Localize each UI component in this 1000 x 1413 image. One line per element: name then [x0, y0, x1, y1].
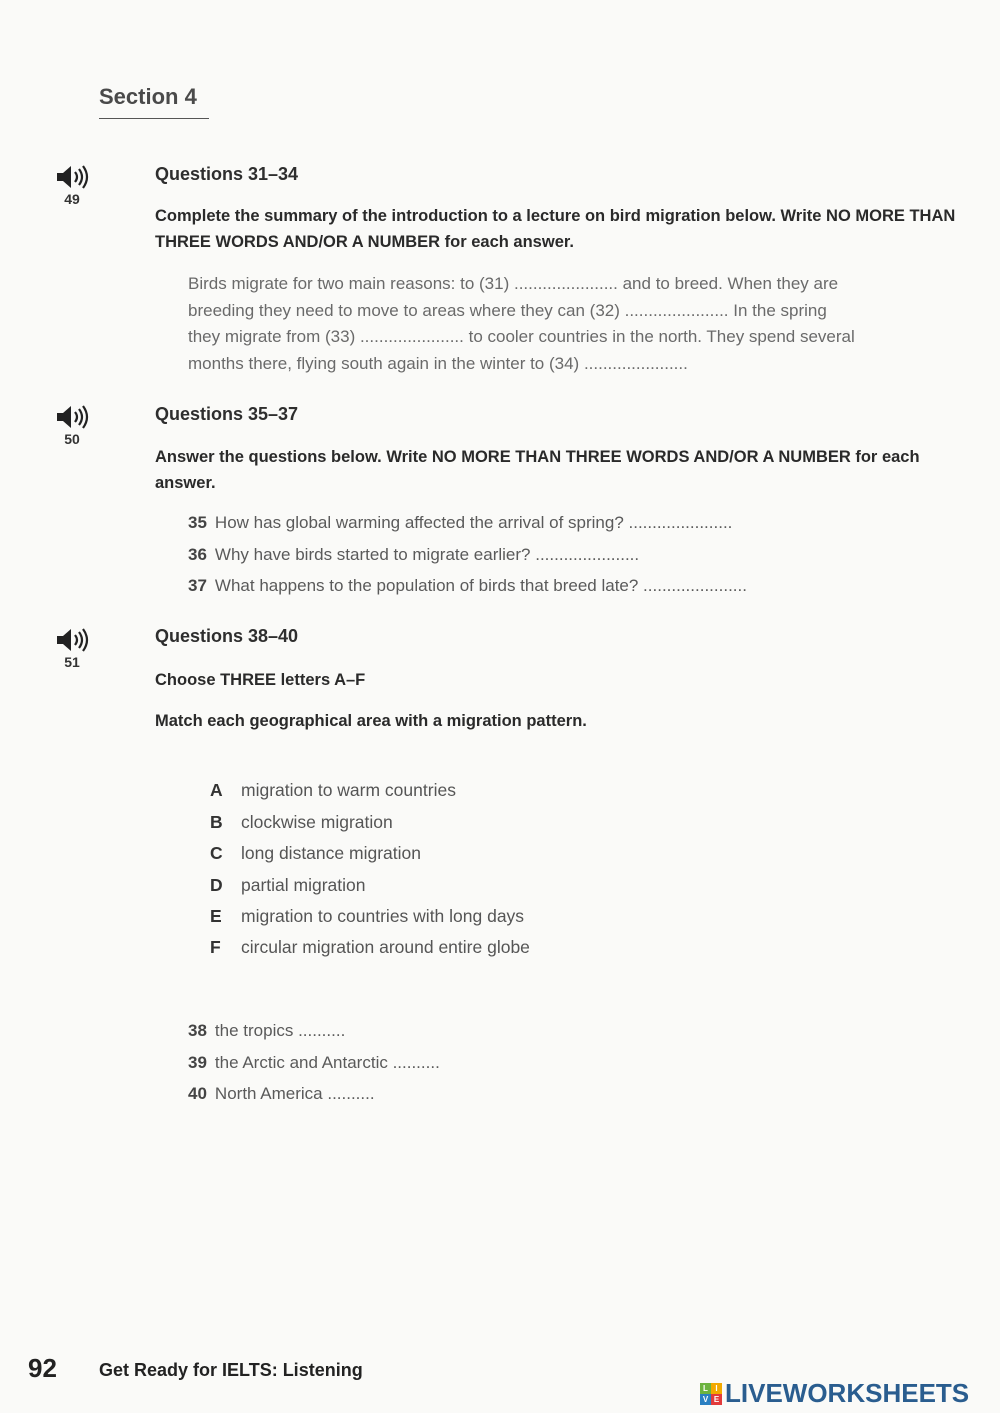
audio-track-50[interactable]: [52, 403, 92, 447]
option-c: C long distance migration: [210, 843, 421, 863]
page-number: 92: [28, 1353, 57, 1383]
question-text[interactable]: the tropics ..........: [214, 1021, 346, 1040]
question-37: 37 What happens to the population of birds that breed late? ......................: [188, 576, 747, 595]
speaker-icon: [54, 163, 90, 191]
option-e: E migration to countries with long days: [210, 906, 525, 926]
track-number: 50: [64, 431, 80, 447]
brand-text: LIVEWORKSHEETS: [725, 1378, 970, 1408]
speaker-icon: [54, 403, 90, 431]
speaker-icon: [54, 626, 90, 654]
question-text[interactable]: What happens to the population of birds that breed late? ......................: [214, 576, 747, 595]
question-text[interactable]: the Arctic and Antarctic ..........: [214, 1053, 440, 1072]
questions-35-37-instruction: Answer the questions below. Write NO MORE THAN THREE WORDS AND/OR A NUMBER for each answer.: [155, 448, 920, 492]
questions-38-40-heading: Questions 38–40: [155, 626, 299, 646]
summary-paragraph: Birds migrate for two main reasons: to (31) ...................... and to breed. When they are breeding they need to move to areas where they can (32) ...................... In the spring they migrate from (33) ...................... to cooler countries in the north. They spend several months there, flying south again in the winter to (34) ......................: [188, 274, 855, 373]
questions-38-40-instruction-2: Match each geographical area with a migration pattern.: [155, 712, 587, 730]
questions-31-34-heading: Questions 31–34: [155, 164, 299, 184]
option-a: A migration to warm countries: [210, 780, 456, 800]
question-35: 35 How has global warming affected the arrival of spring? ......................: [188, 513, 733, 532]
gap-32[interactable]: (32): [589, 300, 620, 320]
question-text[interactable]: How has global warming affected the arrival of spring? ......................: [214, 513, 733, 532]
book-title: Get Ready for IELTS: Listening: [99, 1360, 363, 1380]
gap-33[interactable]: (33): [325, 327, 356, 346]
liveworksheets-brand[interactable]: [700, 1378, 969, 1409]
gap-34[interactable]: (34): [548, 353, 580, 373]
option-b: B clockwise migration: [210, 812, 393, 832]
question-36: 36 Why have birds started to migrate earlier? ......................: [188, 545, 640, 564]
section-title: Section 4: [99, 84, 209, 119]
audio-track-49[interactable]: [52, 163, 92, 207]
questions-38-40-instruction-1: Choose THREE letters A–F: [155, 671, 366, 689]
questions-35-37-heading: Questions 35–37: [155, 404, 299, 424]
track-number: 49: [64, 191, 80, 207]
option-f: F circular migration around entire globe: [210, 937, 530, 957]
question-38: 38 the tropics ..........: [188, 1021, 346, 1040]
audio-track-51[interactable]: [52, 626, 92, 670]
gap-31[interactable]: (31): [479, 274, 510, 293]
question-39: 39 the Arctic and Antarctic ..........: [188, 1053, 440, 1072]
question-text[interactable]: North America ..........: [214, 1084, 375, 1103]
option-d: D partial migration: [210, 875, 366, 895]
question-text[interactable]: Why have birds started to migrate earlier? ......................: [214, 545, 640, 564]
question-40: 40 North America ..........: [188, 1084, 375, 1103]
liveworksheets-logo-icon: L I V E: [700, 1383, 722, 1405]
questions-31-34-instruction: Complete the summary of the introduction to a lecture on bird migration below. Write NO MORE THAN THREE WORDS AND/OR A NUMBER for each answer.: [155, 207, 956, 251]
track-number: 51: [64, 654, 80, 670]
